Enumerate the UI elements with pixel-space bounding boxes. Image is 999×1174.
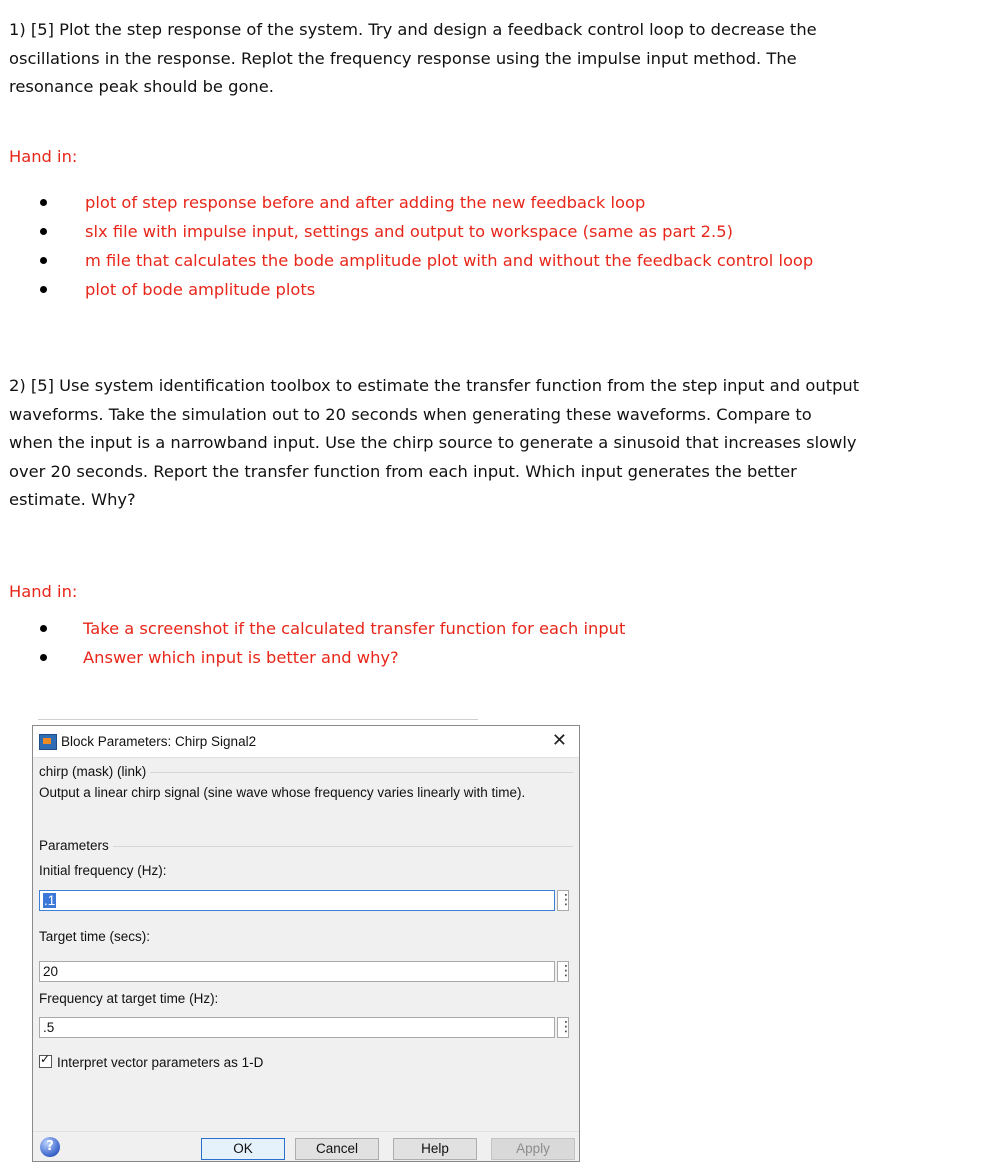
question-1-line: resonance peak should be gone. [9,77,274,96]
apply-button[interactable]: Apply [491,1138,575,1160]
dialog-title: Block Parameters: Chirp Signal2 [61,734,257,749]
parameters-title: Parameters [39,838,113,853]
target-time-input[interactable]: 20 [39,961,555,982]
close-icon[interactable]: ✕ [551,730,567,751]
list-item-text: Answer which input is better and why? [83,648,399,667]
mask-description-group [39,764,573,818]
list-item-text: plot of step response before and after adding the new feedback loop [85,193,646,212]
question-1-line: oscillations in the response. Replot the frequency response using the impulse input method. The [9,48,797,68]
help-question-icon[interactable]: ? [40,1137,60,1157]
button-bar-separator [33,1131,579,1132]
ok-button[interactable]: OK [201,1138,285,1160]
parameters-group-border [39,846,573,847]
target-frequency-label: Frequency at target time (Hz): [39,991,219,1006]
bullet-icon [40,257,47,264]
question-2-hand-in-label: Hand in: [9,582,78,601]
question-2-line: estimate. Why? [9,490,136,509]
question-2-line: 2) [5] Use system identification toolbox to estimate the transfer function from the step input and output [9,376,860,395]
initial-frequency-input[interactable] [39,890,555,911]
list-item-text: m file that calculates the bode amplitude plot with and without the feedback control loop [85,251,814,270]
target-frequency-options-icon[interactable] [557,1017,569,1038]
block-parameters-dialog [32,725,580,1162]
question-2-line: waveforms. Take the simulation out to 20 seconds when generating these waveforms. Compare to [9,404,812,424]
question-2-line: when the input is a narrowband input. Use the chirp source to generate a sinusoid that increases slowly [9,433,857,452]
dialog-titlebar[interactable] [33,726,579,758]
interpret-vector-label: Interpret vector parameters as 1-D [57,1055,264,1070]
mask-title: chirp (mask) (link) [39,764,150,779]
question-1-hand-in-label: Hand in: [9,147,78,166]
help-button[interactable]: Help [393,1138,477,1160]
target-time-options-icon[interactable] [557,961,569,982]
list-item-text: slx file with impulse input, settings and output to workspace (same as part 2.5) [85,222,733,241]
checkbox-checked-icon[interactable] [39,1055,52,1068]
target-time-label: Target time (secs): [39,929,151,944]
bullet-icon [40,625,47,632]
question-1-text [9,16,994,102]
cancel-button[interactable]: Cancel [295,1138,379,1160]
question-1-line: 1) [5] Plot the step response of the system. Try and design a feedback control loop to decrease the [9,20,817,39]
question-2-text [9,372,994,515]
initial-frequency-options-icon[interactable] [557,890,569,911]
target-frequency-input[interactable]: .5 [39,1017,555,1038]
bullet-icon [40,199,47,206]
interpret-vector-checkbox-row[interactable] [39,1055,263,1070]
simulink-block-icon [39,734,57,750]
question-2-line: over 20 seconds. Report the transfer function from each input. Which input generates the better [9,461,797,481]
list-item-text: plot of bode amplitude plots [85,280,316,299]
list-item-text: Take a screenshot if the calculated transfer function for each input [83,619,626,638]
bullet-icon [40,654,47,661]
initial-frequency-value: .1 [44,893,56,908]
initial-frequency-label: Initial frequency (Hz): [39,863,167,878]
screenshot-crop-edge [38,719,478,720]
mask-description: Output a linear chirp signal (sine wave whose frequency varies linearly with time). [39,785,526,800]
bullet-icon [40,228,47,235]
bullet-icon [40,286,47,293]
